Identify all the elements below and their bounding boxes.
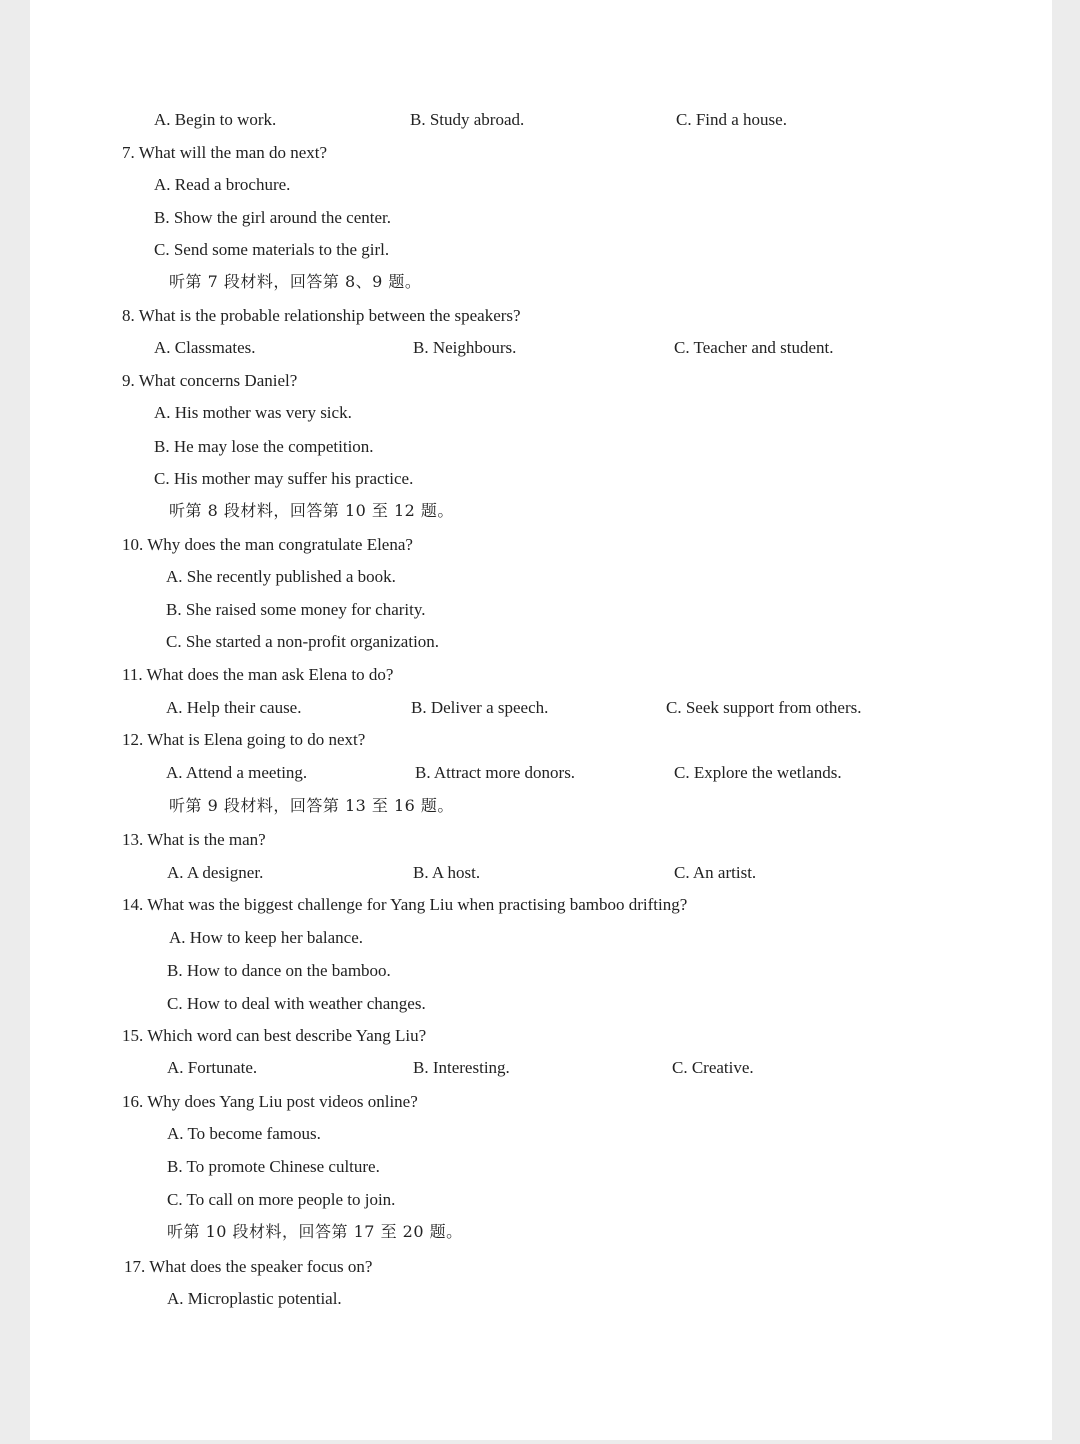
- section-8-instruction: 听第 8 段材料，回答第 10 至 12 题。: [169, 501, 454, 520]
- q14-option-b: B. How to dance on the bamboo.: [167, 961, 391, 980]
- q14-question: 14. What was the biggest challenge for Yang Liu when practising bamboo drifting?: [122, 895, 688, 914]
- q13-option-a: A. A designer.: [167, 863, 264, 882]
- q15-question: 15. Which word can best describe Yang Liu?: [122, 1026, 427, 1045]
- q17-option-a: A. Microplastic potential.: [167, 1289, 342, 1308]
- q7-option-c: C. Send some materials to the girl.: [154, 240, 390, 259]
- q8-option-a: A. Classmates.: [154, 338, 256, 357]
- exam-page: [30, 0, 1052, 1440]
- section-7-instruction: 听第 7 段材料，回答第 8、9 题。: [169, 272, 422, 291]
- q12-option-b: B. Attract more donors.: [415, 763, 576, 782]
- q13-question: 13. What is the man?: [122, 830, 266, 849]
- q15-option-c: C. Creative.: [672, 1058, 754, 1077]
- q8-option-b: B. Neighbours.: [413, 338, 517, 357]
- q11-option-c: C. Seek support from others.: [666, 698, 862, 717]
- q14-option-c: C. How to deal with weather changes.: [167, 994, 426, 1013]
- q10-option-c: C. She started a non-profit organization.: [166, 632, 440, 651]
- q12-option-c: C. Explore the wetlands.: [674, 763, 842, 782]
- q16-question: 16. Why does Yang Liu post videos online?: [122, 1092, 418, 1111]
- q16-option-c: C. To call on more people to join.: [167, 1190, 396, 1209]
- q9-question: 9. What concerns Daniel?: [122, 371, 298, 390]
- q6-option-c: C. Find a house.: [676, 110, 787, 129]
- q9-option-a: A. His mother was very sick.: [154, 403, 352, 422]
- q10-option-a: A. She recently published a book.: [166, 567, 396, 586]
- q11-option-a: A. Help their cause.: [166, 698, 302, 717]
- q6-option-a: A. Begin to work.: [154, 110, 277, 129]
- q8-question: 8. What is the probable relationship between the speakers?: [122, 306, 521, 325]
- q15-option-a: A. Fortunate.: [167, 1058, 258, 1077]
- q12-option-a: A. Attend a meeting.: [166, 763, 308, 782]
- q7-option-b: B. Show the girl around the center.: [154, 208, 392, 227]
- q7-option-a: A. Read a brochure.: [154, 175, 291, 194]
- q15-option-b: B. Interesting.: [413, 1058, 510, 1077]
- q10-option-b: B. She raised some money for charity.: [166, 600, 426, 619]
- q8-option-c: C. Teacher and student.: [674, 338, 834, 357]
- q6-option-b: B. Study abroad.: [410, 110, 525, 129]
- q10-question: 10. Why does the man congratulate Elena?: [122, 535, 413, 554]
- q17-question: 17. What does the speaker focus on?: [124, 1257, 373, 1276]
- q13-option-b: B. A host.: [413, 863, 481, 882]
- section-10-instruction: 听第 10 段材料，回答第 17 至 20 题。: [167, 1222, 463, 1241]
- q9-option-b: B. He may lose the competition.: [154, 437, 374, 456]
- q7-question: 7. What will the man do next?: [122, 143, 328, 162]
- section-9-instruction: 听第 9 段材料，回答第 13 至 16 题。: [169, 796, 454, 815]
- q11-option-b: B. Deliver a speech.: [411, 698, 549, 717]
- q9-option-c: C. His mother may suffer his practice.: [154, 469, 414, 488]
- q16-option-b: B. To promote Chinese culture.: [167, 1157, 380, 1176]
- q11-question: 11. What does the man ask Elena to do?: [122, 665, 394, 684]
- q16-option-a: A. To become famous.: [167, 1124, 321, 1143]
- q12-question: 12. What is Elena going to do next?: [122, 730, 366, 749]
- q13-option-c: C. An artist.: [674, 863, 757, 882]
- q14-option-a: A. How to keep her balance.: [169, 928, 364, 947]
